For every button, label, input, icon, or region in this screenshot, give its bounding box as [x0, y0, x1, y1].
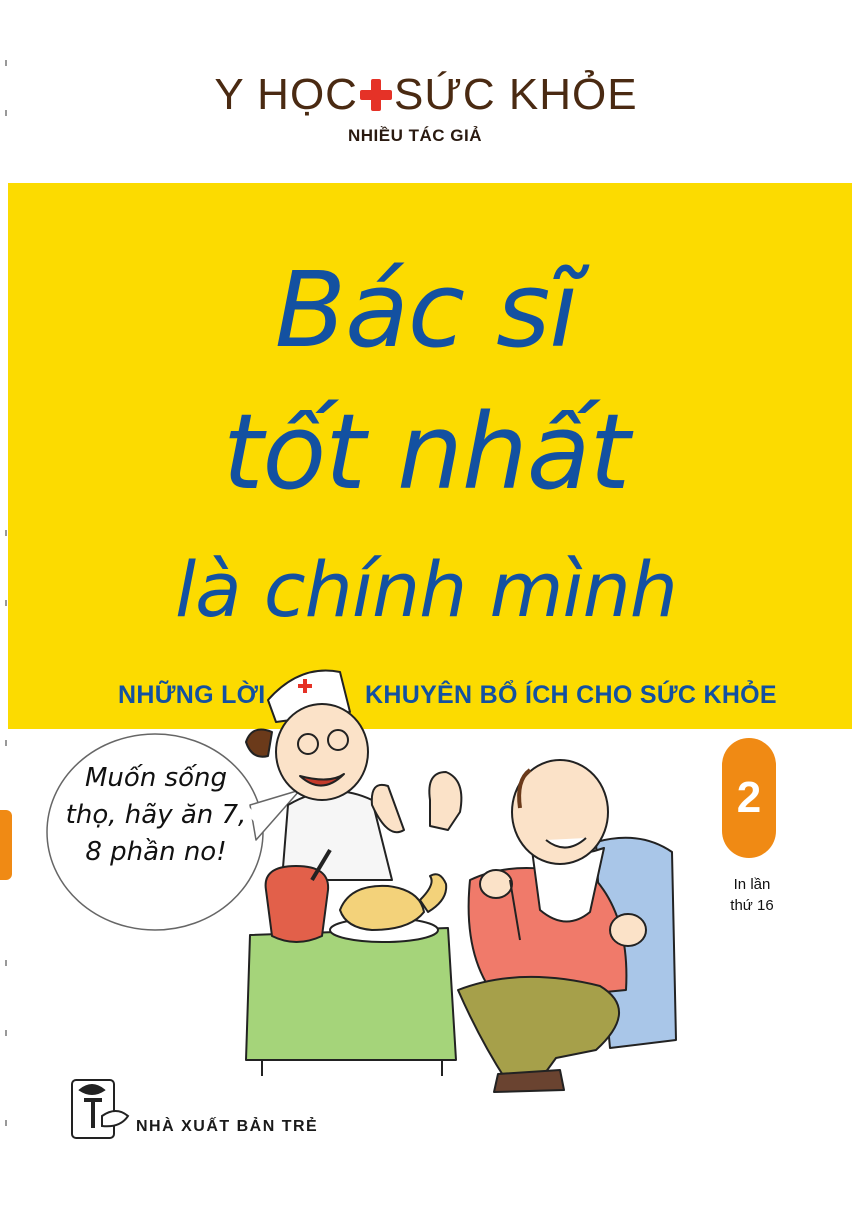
spine-tab — [0, 810, 12, 880]
publisher-name: NHÀ XUẤT BẢN TRẺ — [136, 1118, 319, 1135]
series-part-2: SỨC KHỎE — [393, 70, 638, 119]
subtitle-part-1: NHỮNG LỜI — [118, 681, 266, 709]
title-line-3: là chính mình — [175, 545, 677, 634]
title-line-1: Bác sĩ — [274, 249, 578, 371]
title-line-2: tốt nhất — [222, 391, 630, 513]
subtitle-part-2: KHUYÊN BỔ ÍCH CHO SỨC KHỎE — [365, 681, 777, 709]
author: NHIỀU TÁC GIẢ — [348, 126, 482, 145]
volume-number: 2 — [736, 773, 762, 822]
series-part-1: Y HỌC — [214, 70, 358, 119]
old-man-figure — [458, 760, 676, 1092]
edition-line-1: In lần — [733, 876, 771, 893]
dining-table — [246, 850, 456, 1076]
publisher-logo-icon — [72, 1080, 128, 1138]
edition-note — [708, 874, 796, 916]
speech-bubble-text: Muốn sống thọ, hãy ăn 7, 8 phần no! — [65, 763, 247, 867]
edition-line-2: thứ 16 — [730, 897, 774, 914]
